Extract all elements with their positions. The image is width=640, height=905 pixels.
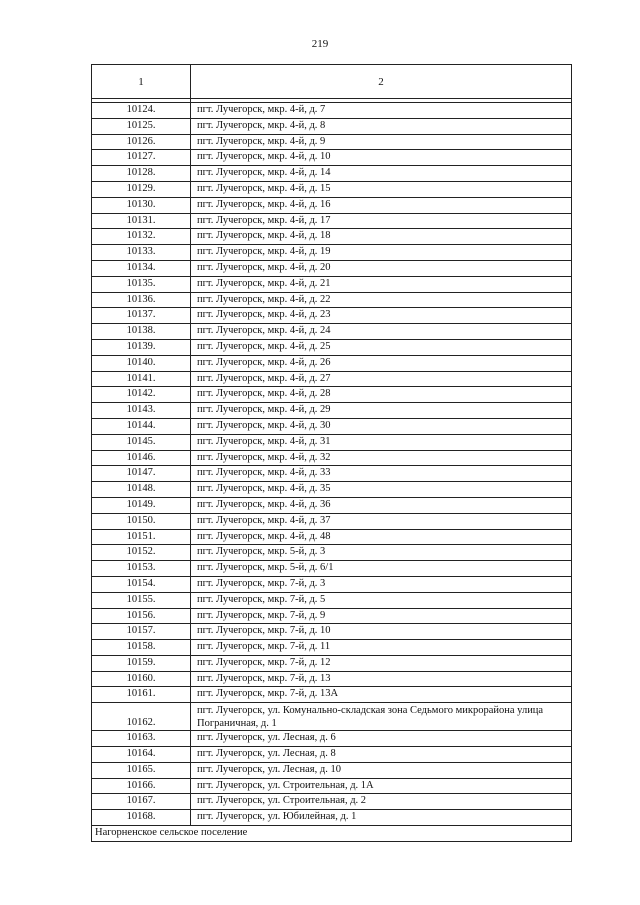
table-row xyxy=(92,810,572,826)
table-row xyxy=(92,434,572,450)
table-row xyxy=(92,245,572,261)
row-address: пгт. Лучегорск, мкр. 4-й, д. 27 xyxy=(191,371,572,387)
row-number: 10164. xyxy=(92,747,191,763)
table-row xyxy=(92,466,572,482)
row-address: пгт. Лучегорск, мкр. 7-й, д. 9 xyxy=(191,608,572,624)
row-number: 10157. xyxy=(92,624,191,640)
table-row xyxy=(92,150,572,166)
table-row xyxy=(92,762,572,778)
row-number: 10151. xyxy=(92,529,191,545)
table-row xyxy=(92,450,572,466)
row-address: пгт. Лучегорск, мкр. 4-й, д. 18 xyxy=(191,229,572,245)
row-number: 10124. xyxy=(92,103,191,119)
row-number: 10155. xyxy=(92,592,191,608)
table-row xyxy=(92,687,572,703)
row-number: 10128. xyxy=(92,166,191,182)
table-row xyxy=(92,387,572,403)
row-address: пгт. Лучегорск, мкр. 5-й, д. 6/1 xyxy=(191,561,572,577)
row-number: 10168. xyxy=(92,810,191,826)
row-number: 10159. xyxy=(92,655,191,671)
row-address: пгт. Лучегорск, мкр. 5-й, д. 3 xyxy=(191,545,572,561)
row-number: 10148. xyxy=(92,482,191,498)
row-number: 10132. xyxy=(92,229,191,245)
row-number: 10156. xyxy=(92,608,191,624)
row-number: 10125. xyxy=(92,118,191,134)
row-number: 10141. xyxy=(92,371,191,387)
row-number: 10152. xyxy=(92,545,191,561)
row-number: 10139. xyxy=(92,339,191,355)
table-row xyxy=(92,561,572,577)
table-row xyxy=(92,482,572,498)
row-address: пгт. Лучегорск, мкр. 4-й, д. 35 xyxy=(191,482,572,498)
row-address: пгт. Лучегорск, мкр. 4-й, д. 9 xyxy=(191,134,572,150)
row-address: пгт. Лучегорск, мкр. 4-й, д. 19 xyxy=(191,245,572,261)
row-number: 10134. xyxy=(92,260,191,276)
table-row xyxy=(92,324,572,340)
row-address: пгт. Лучегорск, мкр. 4-й, д. 33 xyxy=(191,466,572,482)
table-row xyxy=(92,276,572,292)
table-row xyxy=(92,747,572,763)
table-row xyxy=(92,778,572,794)
row-number: 10131. xyxy=(92,213,191,229)
column-header-address: 2 xyxy=(191,65,572,99)
row-address: пгт. Лучегорск, мкр. 4-й, д. 15 xyxy=(191,181,572,197)
table-row xyxy=(92,134,572,150)
row-number: 10129. xyxy=(92,181,191,197)
row-address: пгт. Лучегорск, мкр. 7-й, д. 12 xyxy=(191,655,572,671)
row-address: пгт. Лучегорск, мкр. 7-й, д. 10 xyxy=(191,624,572,640)
table-row xyxy=(92,592,572,608)
table-row xyxy=(92,260,572,276)
row-address: пгт. Лучегорск, мкр. 7-й, д. 11 xyxy=(191,640,572,656)
row-number: 10154. xyxy=(92,576,191,592)
row-address: пгт. Лучегорск, мкр. 7-й, д. 3 xyxy=(191,576,572,592)
row-number: 10137. xyxy=(92,308,191,324)
row-address: пгт. Лучегорск, мкр. 4-й, д. 17 xyxy=(191,213,572,229)
row-number: 10165. xyxy=(92,762,191,778)
row-number: 10166. xyxy=(92,778,191,794)
row-address: пгт. Лучегорск, мкр. 4-й, д. 30 xyxy=(191,418,572,434)
table-row xyxy=(92,513,572,529)
row-address: пгт. Лучегорск, мкр. 4-й, д. 22 xyxy=(191,292,572,308)
row-number: 10153. xyxy=(92,561,191,577)
table-row xyxy=(92,339,572,355)
row-address: пгт. Лучегорск, мкр. 4-й, д. 29 xyxy=(191,403,572,419)
column-header-number: 1 xyxy=(92,65,191,99)
table-row xyxy=(92,703,572,731)
row-number: 10167. xyxy=(92,794,191,810)
row-address: пгт. Лучегорск, мкр. 4-й, д. 16 xyxy=(191,197,572,213)
header-row xyxy=(92,65,572,99)
table-row xyxy=(92,355,572,371)
row-address: пгт. Лучегорск, мкр. 7-й, д. 13 xyxy=(191,671,572,687)
table-row xyxy=(92,118,572,134)
row-number: 10150. xyxy=(92,513,191,529)
row-address: пгт. Лучегорск, мкр. 4-й, д. 7 xyxy=(191,103,572,119)
row-number: 10161. xyxy=(92,687,191,703)
row-address: пгт. Лучегорск, мкр. 7-й, д. 5 xyxy=(191,592,572,608)
row-address: пгт. Лучегорск, ул. Комунально-складская зона Седьмого микрорайона улица Пограничная, д. 1 xyxy=(191,703,572,731)
row-number: 10140. xyxy=(92,355,191,371)
row-number: 10126. xyxy=(92,134,191,150)
table-row xyxy=(92,103,572,119)
row-number: 10145. xyxy=(92,434,191,450)
row-number: 10130. xyxy=(92,197,191,213)
row-address: пгт. Лучегорск, мкр. 4-й, д. 14 xyxy=(191,166,572,182)
table-row xyxy=(92,794,572,810)
table-body xyxy=(92,103,572,842)
table-row xyxy=(92,671,572,687)
table-row xyxy=(92,181,572,197)
table-row xyxy=(92,292,572,308)
table-row xyxy=(92,497,572,513)
row-address: пгт. Лучегорск, мкр. 4-й, д. 24 xyxy=(191,324,572,340)
table-row xyxy=(92,608,572,624)
row-address: пгт. Лучегорск, ул. Лесная, д. 6 xyxy=(191,731,572,747)
row-address: пгт. Лучегорск, мкр. 4-й, д. 26 xyxy=(191,355,572,371)
table-row xyxy=(92,624,572,640)
row-address: пгт. Лучегорск, мкр. 4-й, д. 21 xyxy=(191,276,572,292)
table-row xyxy=(92,731,572,747)
address-register-table xyxy=(91,64,572,842)
section-row xyxy=(92,826,572,842)
row-address: пгт. Лучегорск, мкр. 4-й, д. 20 xyxy=(191,260,572,276)
row-address: пгт. Лучегорск, мкр. 4-й, д. 23 xyxy=(191,308,572,324)
row-number: 10144. xyxy=(92,418,191,434)
table-row xyxy=(92,308,572,324)
table-row xyxy=(92,655,572,671)
row-number: 10160. xyxy=(92,671,191,687)
row-number: 10143. xyxy=(92,403,191,419)
row-address: пгт. Лучегорск, мкр. 4-й, д. 8 xyxy=(191,118,572,134)
table-row xyxy=(92,197,572,213)
row-address: пгт. Лучегорск, мкр. 4-й, д. 31 xyxy=(191,434,572,450)
row-number: 10149. xyxy=(92,497,191,513)
row-number: 10146. xyxy=(92,450,191,466)
row-number: 10133. xyxy=(92,245,191,261)
row-address: пгт. Лучегорск, мкр. 4-й, д. 37 xyxy=(191,513,572,529)
table-row xyxy=(92,166,572,182)
table-row xyxy=(92,418,572,434)
table-row xyxy=(92,529,572,545)
table-row xyxy=(92,229,572,245)
row-address: пгт. Лучегорск, мкр. 4-й, д. 10 xyxy=(191,150,572,166)
row-number: 10142. xyxy=(92,387,191,403)
page-number: 219 xyxy=(311,38,329,50)
row-number: 10158. xyxy=(92,640,191,656)
row-address: пгт. Лучегорск, ул. Юбилейная, д. 1 xyxy=(191,810,572,826)
table-row xyxy=(92,403,572,419)
row-number: 10162. xyxy=(92,703,191,731)
table-row xyxy=(92,576,572,592)
row-number: 10136. xyxy=(92,292,191,308)
table-row xyxy=(92,640,572,656)
row-address: пгт. Лучегорск, ул. Лесная, д. 8 xyxy=(191,747,572,763)
row-address: пгт. Лучегорск, мкр. 4-й, д. 48 xyxy=(191,529,572,545)
row-number: 10127. xyxy=(92,150,191,166)
row-address: пгт. Лучегорск, мкр. 4-й, д. 36 xyxy=(191,497,572,513)
row-number: 10147. xyxy=(92,466,191,482)
row-address: пгт. Лучегорск, ул. Лесная, д. 10 xyxy=(191,762,572,778)
row-address: пгт. Лучегорск, мкр. 4-й, д. 25 xyxy=(191,339,572,355)
table-row xyxy=(92,213,572,229)
row-address: пгт. Лучегорск, мкр. 4-й, д. 28 xyxy=(191,387,572,403)
row-address: пгт. Лучегорск, мкр. 4-й, д. 32 xyxy=(191,450,572,466)
section-label: Нагорненское сельское поселение xyxy=(92,826,572,842)
row-address: пгт. Лучегорск, мкр. 7-й, д. 13А xyxy=(191,687,572,703)
row-address: пгт. Лучегорск, ул. Строительная, д. 2 xyxy=(191,794,572,810)
row-number: 10138. xyxy=(92,324,191,340)
row-number: 10163. xyxy=(92,731,191,747)
row-address: пгт. Лучегорск, ул. Строительная, д. 1А xyxy=(191,778,572,794)
table-row xyxy=(92,371,572,387)
row-number: 10135. xyxy=(92,276,191,292)
table-row xyxy=(92,545,572,561)
